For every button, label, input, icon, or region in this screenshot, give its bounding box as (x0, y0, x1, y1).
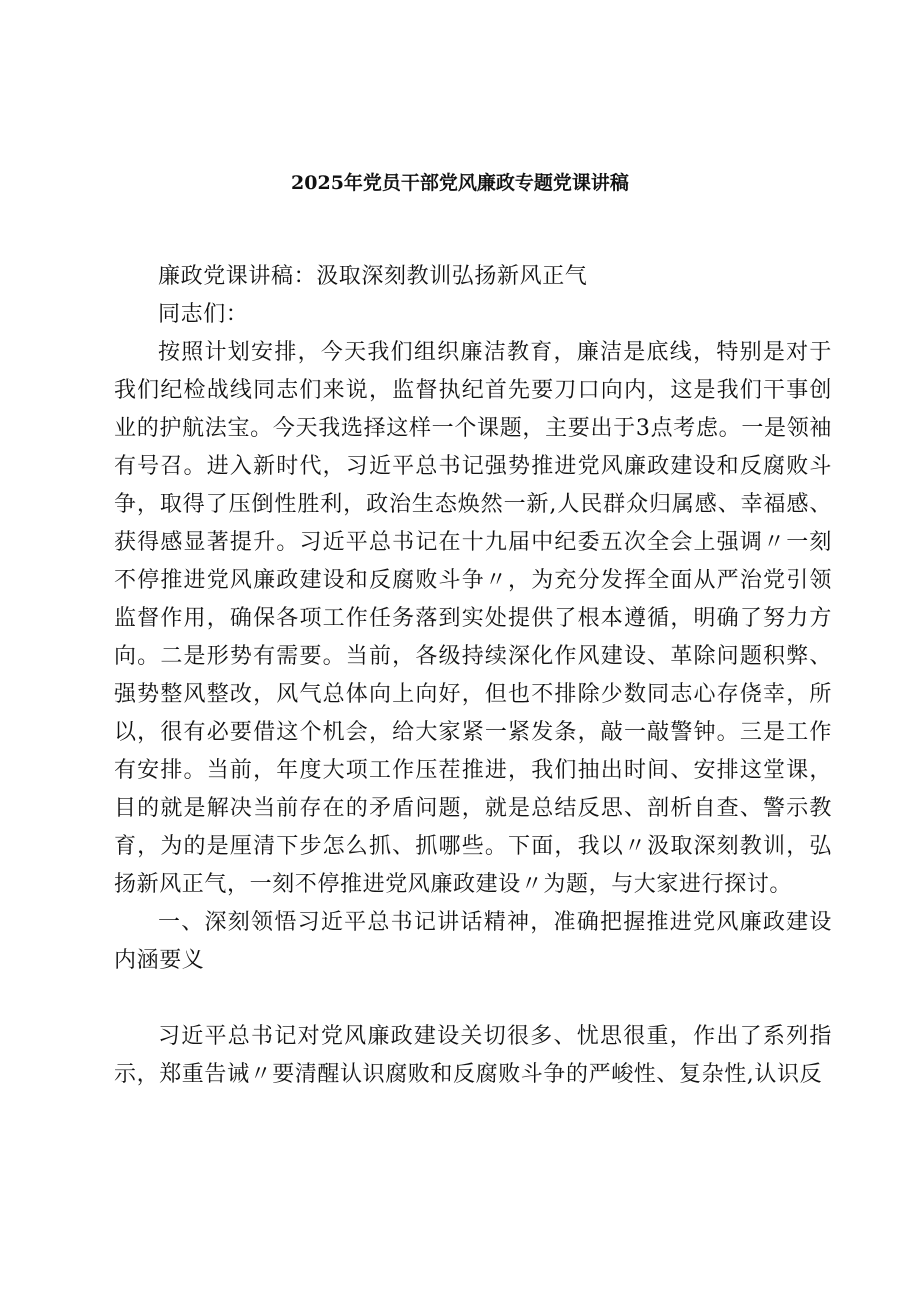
salutation-line: 同志们： (158, 302, 249, 327)
section-heading: 一、深刻领悟习近平总书记讲话精神，准确把握推进党风廉政建设内涵要义 (114, 910, 832, 973)
document-body (114, 258, 832, 1094)
subtitle-line: 廉政党课讲稿：汲取深刻教训弘扬新风正气 (158, 264, 588, 289)
section-paragraph: 习近平总书记对党风廉政建设关切很多、忧思很重，作出了系列指示，郑重告诫〃要清醒认识腐败和反腐败斗争的严峻性、复杂性,认识反 (114, 1024, 832, 1087)
document-title: 2025年党员干部党风廉政专题党课讲稿 (291, 172, 629, 194)
body-paragraph: 按照计划安排，今天我们组织廉洁教育，廉洁是底线，特别是对于我们纪检战线同志们来说，监督执纪首先要刀口向内，这是我们干事创业的护航法宝。今天我选择这样一个课题，主要出于3点考虑。一是领袖有号召。进入新时代，习近平总书记强势推进党风廉政建设和反腐败斗争，取得了压倒性胜利，政治生态焕然一新,人民群众归属感、幸福感、获得感显著提升。习近平总书记在十九届中纪委五次全会上强调〃一刻不停推进党风廉政建设和反腐败斗争〃，为充分发挥全面从严治党引领监督作用，确保各项工作任务落到实处提供了根本遵循，明确了努力方向。二是形势有需要。当前，各级持续深化作风建设、革除问题积弊、强势整风整改，风气总体向上向好，但也不排除少数同志心存侥幸，所以，很有必要借这个机会，给大家紧一紧发条，敲一敲警钟。三是工作有安排。当前，年度大项工作压茬推进，我们抽出时间、安排这堂课，目的就是解决当前存在的矛盾问题，就是总结反思、剖析自查、警示教育，为的是厘清下步怎么抓、抓哪些。下面，我以〃汲取深刻教训，弘扬新风正气，一刻不停推进党风廉政建设〃为题，与大家进行探讨。 (114, 340, 832, 897)
paragraph-gap (114, 980, 832, 1018)
